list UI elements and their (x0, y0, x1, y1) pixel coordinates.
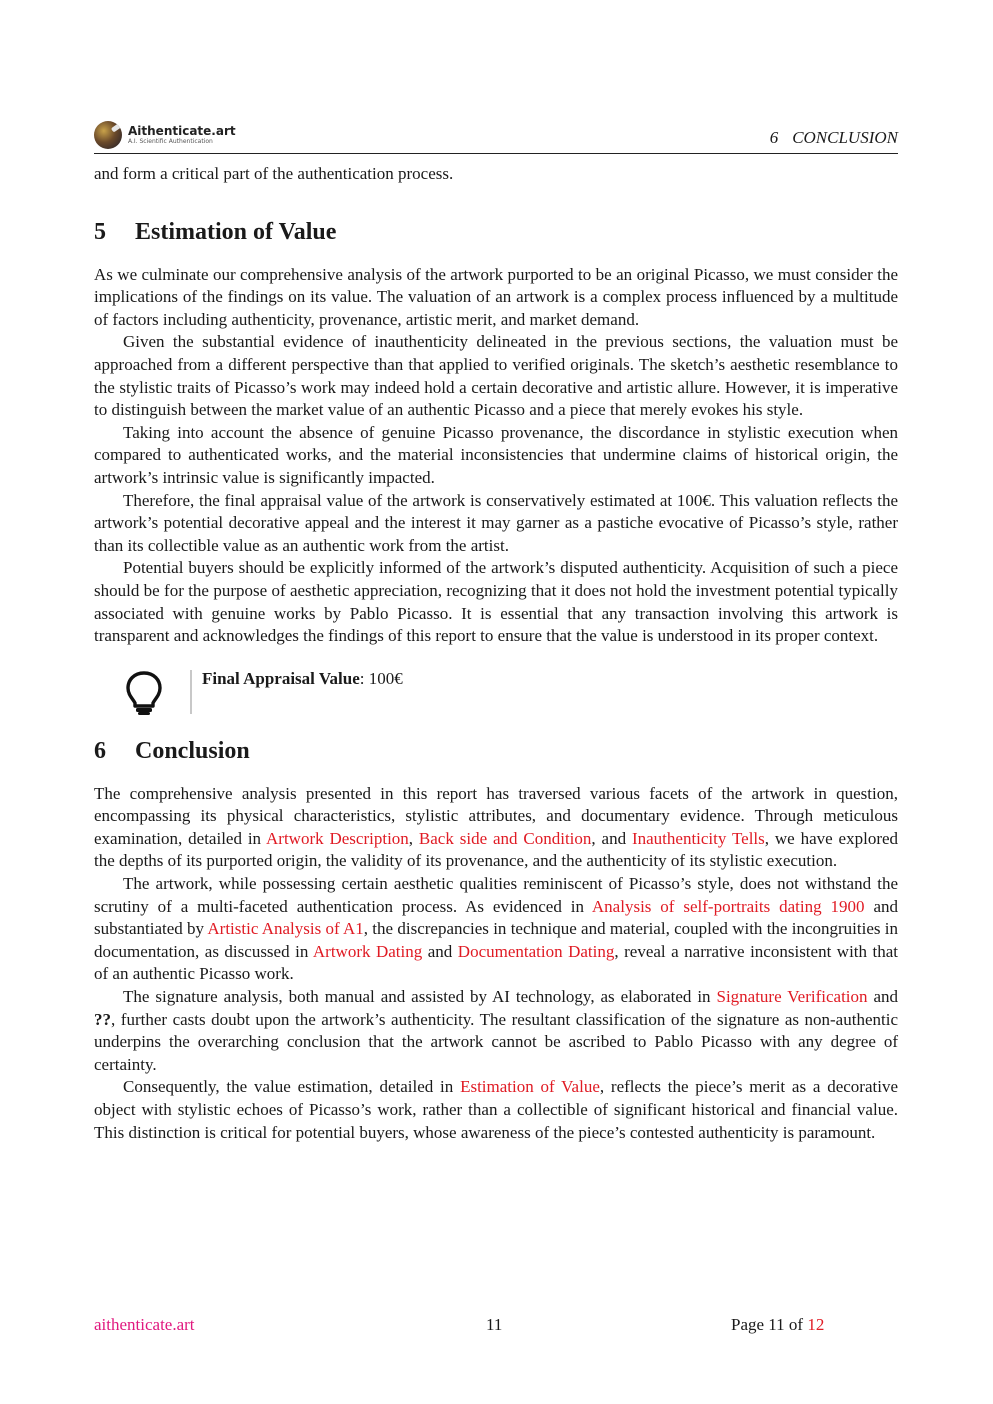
section-title: Estimation of Value (135, 218, 337, 245)
paragraph: Taking into account the absence of genuine Picasso provenance, the discordance in stylistic execution when compared to authenticated works, and the material inconsistencies that undermine claims of historical origin, the artwork’s intrinsic value is significantly impacted. (94, 422, 898, 487)
running-head (770, 128, 898, 148)
section-number: 5 (94, 218, 106, 245)
appraisal-callout (94, 670, 898, 716)
paragraph: Given the substantial evidence of inauthenticity delineated in the previous sections, the valuation must be approached from a different perspective than that applied to verified originals. The sketch’s aesthetic resemblance to the stylistic traits of Picasso’s work may indeed hold a certain decorative and artistic allure. However, it is imperative to distinguish between the market value of an authentic Picasso and a piece that merely evokes his style. (94, 332, 898, 420)
section-heading-estimation (94, 217, 898, 247)
ref-signature-verification[interactable]: Signature Verification (716, 987, 868, 1007)
intro-fragment: and form a critical part of the authentication process. (94, 164, 454, 183)
page-footer (94, 1315, 898, 1339)
page-total-link[interactable]: 12 (807, 1315, 825, 1334)
page-header (94, 118, 898, 154)
paragraph: As we culminate our comprehensive analysis of the artwork purported to be an original Picasso, we must consider the implications of the findings on its value. The valuation of an artwork is a complex process influenced by a multitude of factors including authenticity, provenance, artistic merit, and market demand. (94, 264, 898, 329)
paragraph: Therefore, the final appraisal value of the artwork is conservatively estimated at 100€. This valuation reflects the artwork’s potential decorative appeal and the interest it may garner as a pastiche evocative of Picasso’s style, rather than its collectible value as an authentic work from the artist. (94, 490, 898, 555)
appraisal-label: Final Appraisal Value (202, 668, 360, 688)
appraisal-value: : 100€ (359, 668, 403, 688)
ref-back-side-condition[interactable]: Back side and Condition (418, 828, 592, 848)
page-number: 11 (486, 1315, 503, 1334)
ref-inauthenticity-tells[interactable]: Inauthenticity Tells (631, 828, 765, 848)
paragraph: Potential buyers should be explicitly informed of the artwork’s disputed authenticity. Acquisition of such a piece should be for the purpose of aesthetic appreciation, recognizing that it does not hold the investment potential typically associated with genuine works by Pablo Picasso. It is essential that any transaction involving this artwork is transparent and acknowledges the findings of this report to ensure that the value is understood in its proper context. (94, 558, 898, 646)
ref-documentation-dating[interactable]: Documentation Dating (457, 941, 615, 961)
section-title: Conclusion (135, 737, 250, 764)
running-head-title: CONCLUSION (792, 128, 898, 147)
section-heading-conclusion (94, 736, 898, 766)
paragraph: The comprehensive analysis presented in this report has traversed various facets of the artwork in question, encompassing its physical characteristics, stylistic attributes, and documentary evidence. Through meticulous examination, detailed in Artwork Description, Back side and Condition, and Inauthenticity Tells, we have explored the depths of its purported origin, the validity of its provenance, and the authenticity of its stylistic execution. (94, 783, 899, 871)
paragraph: The artwork, while possessing certain aesthetic qualities reminiscent of Picasso’s style, does not withstand the scrutiny of a multi-faceted authentication process. As evidenced in Analysis of self-portraits dating 1900 and substantiated by Artistic Analysis of A1, the discrepancies in technique and material, coupled with the incongruities in documentation, as discussed in Artwork Dating and Documentation Dating, reveal a narrative inconsistent with that of an authentic Picasso work. (94, 874, 899, 984)
logo-icon (94, 121, 122, 149)
paragraph: The signature analysis, both manual and assisted by AI technology, as elaborated in Signature Verification and ??, further casts doubt upon the artwork’s authenticity. The resultant classification of the signature as non-authentic underpins the overarching conclusion that the artwork cannot be ascribed to Pablo Picasso with any degree of certainty. (94, 987, 898, 1074)
running-head-number: 6 (769, 128, 779, 147)
logo-name: Aithenticate.art (128, 124, 236, 138)
footer-site-link[interactable]: aithenticate.art (94, 1315, 195, 1334)
brand-logo[interactable] (94, 120, 236, 150)
ref-artwork-dating[interactable]: Artwork Dating (312, 941, 423, 961)
ref-artwork-description[interactable]: Artwork Description (266, 828, 409, 848)
callout-divider (190, 670, 192, 714)
page-of-label: Page 11 of 12 (731, 1315, 825, 1334)
ref-artistic-analysis-a1[interactable]: Artistic Analysis of A1 (207, 919, 364, 939)
page-body (94, 163, 898, 1144)
logo-tagline: A.I. Scientific Authentication (128, 138, 213, 145)
section-number: 6 (94, 737, 106, 764)
lightbulb-icon (124, 670, 164, 716)
ref-self-portraits-1900[interactable]: Analysis of self-portraits dating 1900 (591, 896, 865, 916)
ref-estimation-of-value[interactable]: Estimation of Value (460, 1077, 600, 1097)
unresolved-ref: ?? (94, 1009, 111, 1029)
paragraph: Consequently, the value estimation, detailed in Estimation of Value, reflects the piece’s merit as a decorative object with stylistic echoes of Picasso’s work, rather than a collectible of significant historical and financial value. This distinction is critical for potential buyers, whose awareness of the piece’s contested authenticity is paramount. (94, 1077, 899, 1142)
